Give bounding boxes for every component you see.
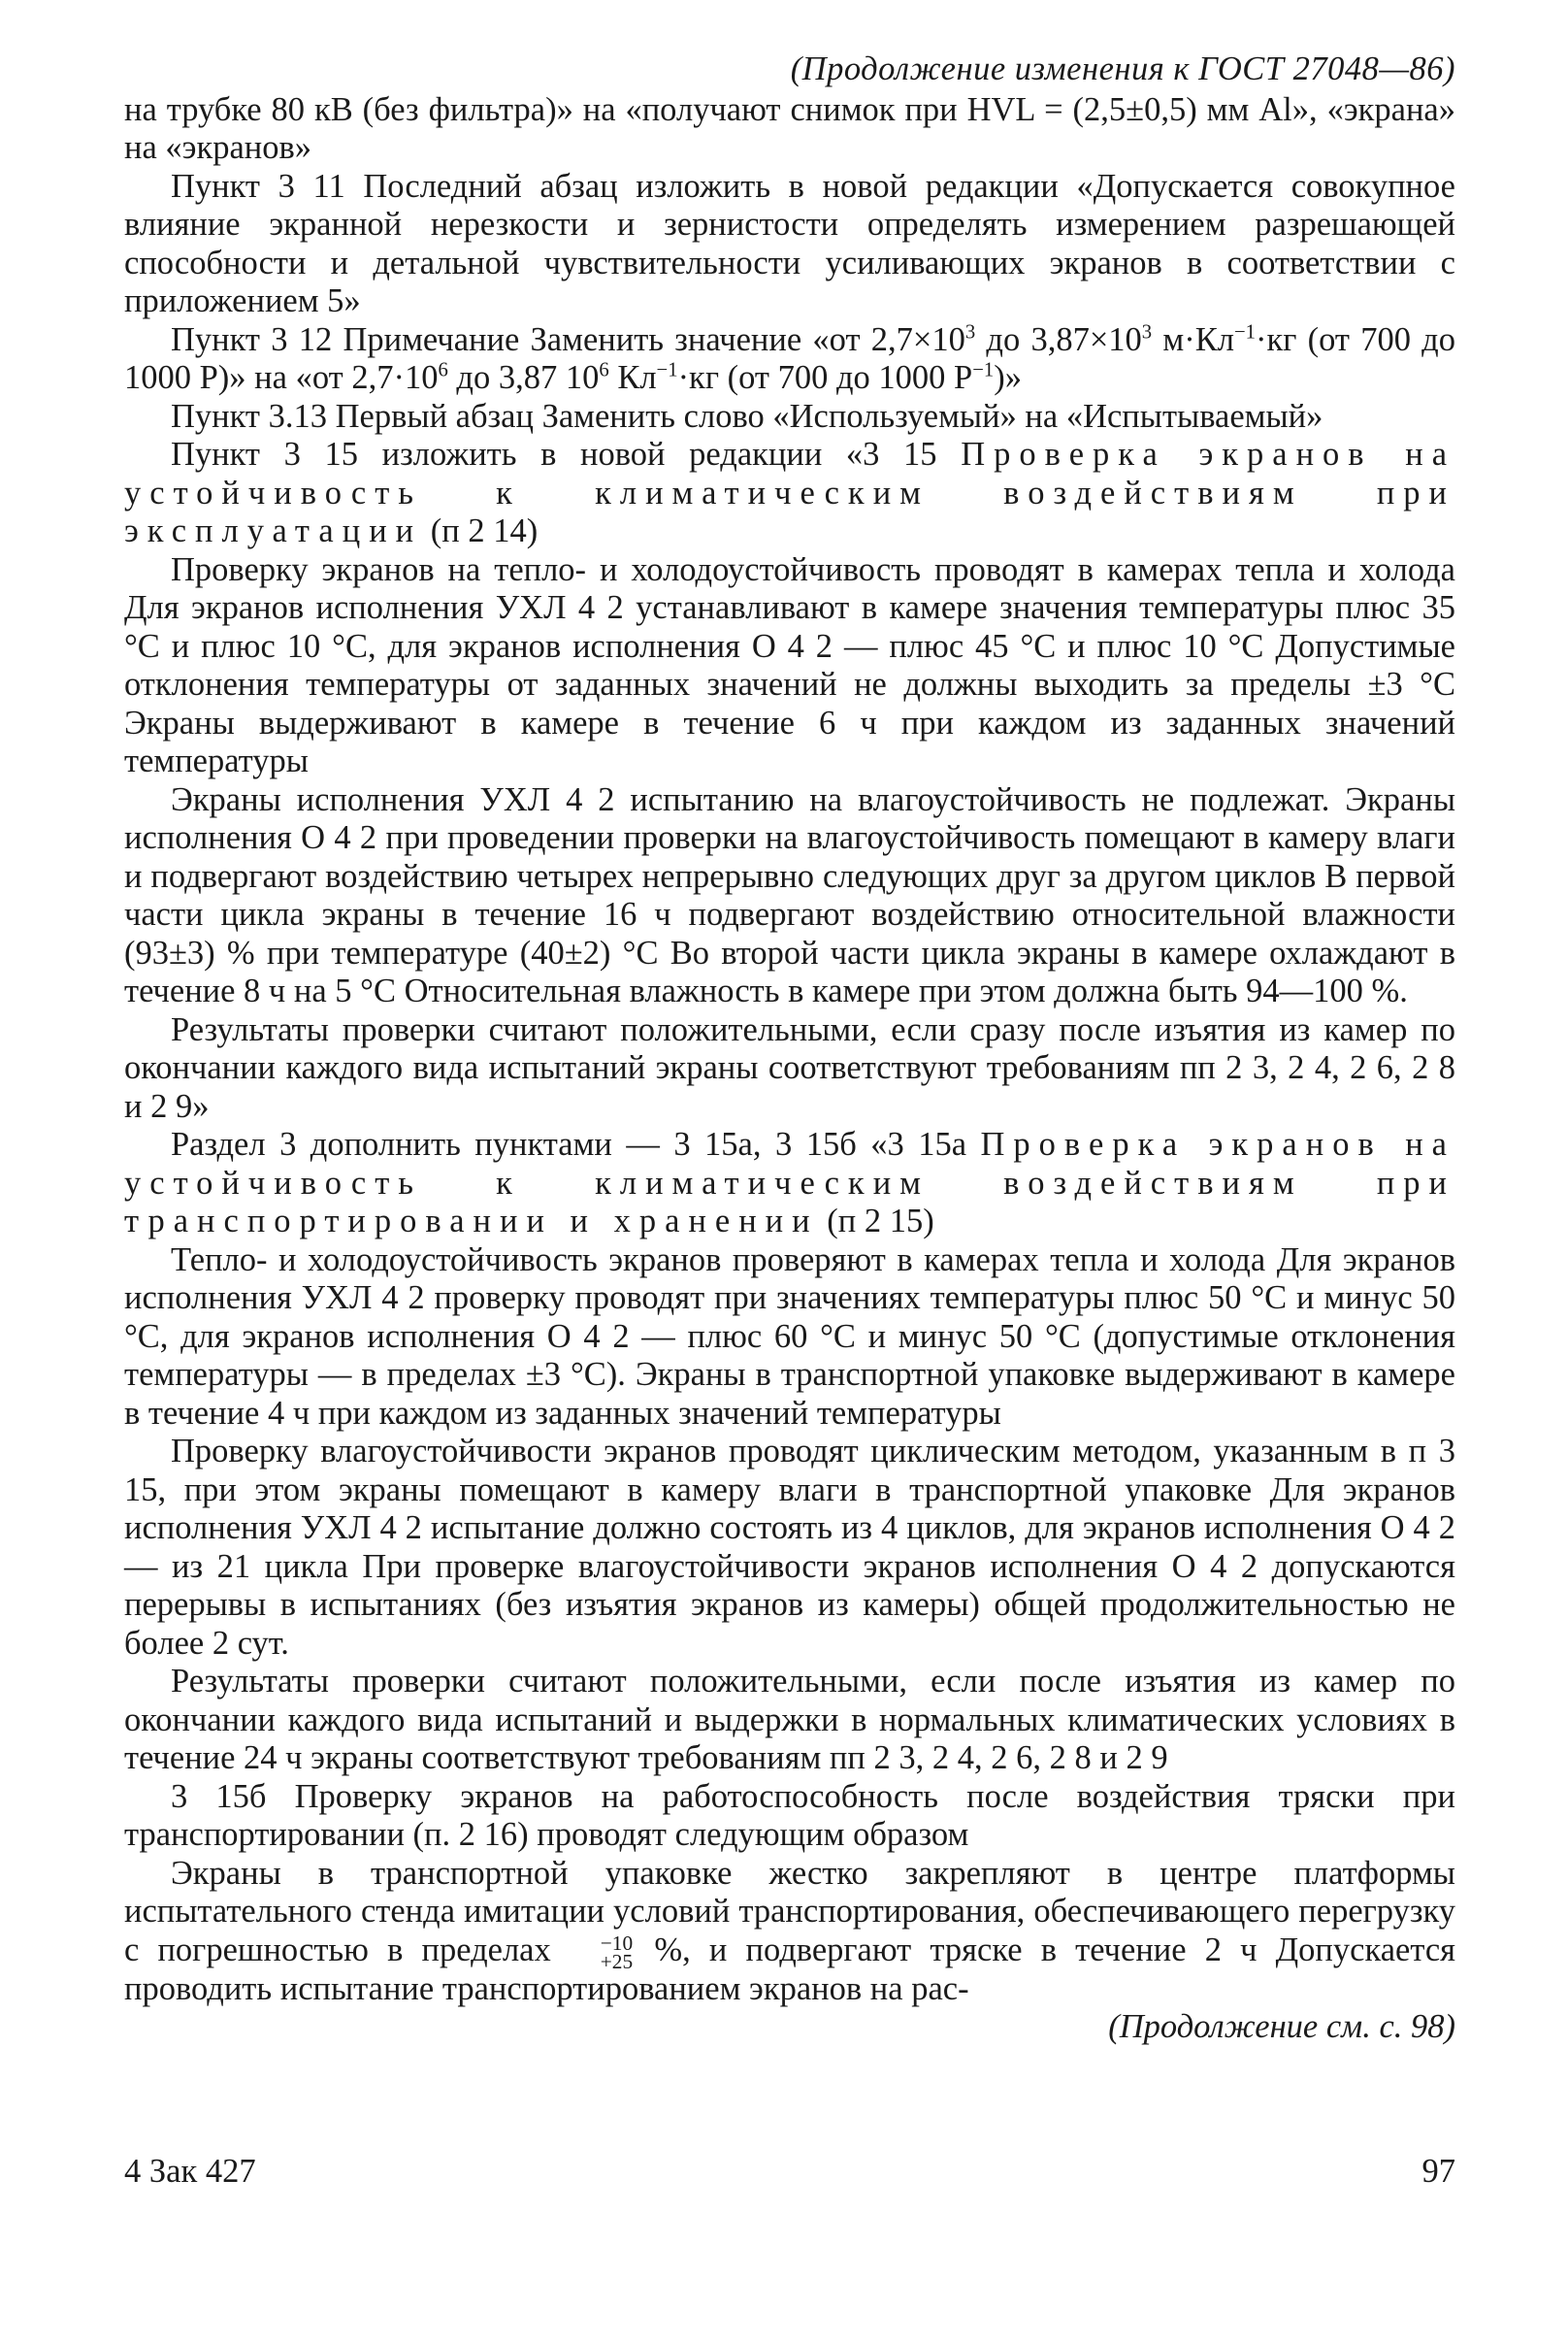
spaced-heading: Проверка экранов на устойчивость к климатическим воздействиям при эксплуатации bbox=[124, 436, 1456, 549]
continuation-note: (Продолжение см. с. 98) bbox=[1108, 2008, 1455, 2046]
paragraph-shake-test: Экраны в транспортной упаковке жестко закрепляют в центре платформы испытательного стенда имитации условий транспортирования, обеспечивающего перегрузку с погрешностью в пределах −10 +25 %, и подвергают тряске в течение 2 ч Допускается проводить испытание транспортированием экранов на рас- bbox=[124, 1854, 1456, 2007]
paragraph-item-3-12: Пункт 3 12 Примечание Заменить значение «от $2,7\times 10^3$ до $3,87\times 10^3$ $м\cdot Кл^{-1}\cdot кг$ (от 700 до 1000 Р)» на «от $2,7\cdot 10^6$ до 3,87 $10^6$ $Кл^{-1}\cdot кг$ (от 700 до 1000 $Р^{-1}$)» bbox=[124, 320, 1455, 396]
spaced-heading: Проверка экранов на устойчивость к климатическим воздействиям при транспортировании и хранении bbox=[124, 1126, 1455, 1239]
paragraph-humidity-test: Экраны исполнения УХЛ 4 2 испытанию на влагоустойчивость не подлежат. Экраны исполнения О 4 2 при проведении проверки на влагоустойчивость помещают в камеру влаги и подвергают воздействию четырех непрерывно следующих друг за другом циклов В первой части цикла экраны в течение 16 ч подвергают воздействию относительной влажности (93±3) % при температуре (40±2) °С Во второй части цикла экраны в камере охлаждают в течение 8 ч на 5 °С Относительная влажность в камере при этом должна быть 94—100 %. bbox=[124, 780, 1455, 1009]
paragraph-item-3-11: Пункт 3 11 Последний абзац изложить в новой редакции «Допускается совокупное влияние экранной нерезкости и зернистости определять измерением разрешающей способности и детальной чувствительности усиливающих экранов в соответствии с приложением 5» bbox=[124, 167, 1455, 319]
page-header: (Продолжение изменения к ГОСТ 27048—86) bbox=[790, 50, 1455, 87]
paragraph-item-3-15b: 3 15б Проверку экранов на работоспособность после воздействия тряски при транспортировании (п. 2 16) проводят следующим образом bbox=[124, 1777, 1455, 1853]
paragraph-transport-heat-cold: Тепло- и холодоустойчивость экранов проверяют в камерах тепла и холода Для экранов исполнения УХЛ 4 2 проверку проводят при значениях температуры плюс 50 °С и минус 50 °С, для экранов исполнения О 4 2 — плюс 60 °С и минус 50 °С (допустимые отклонения температуры — в пределах ±3 °С). Экраны в транспортной упаковке выдерживают в камере в течение 4 ч при каждом из заданных значений температуры bbox=[124, 1240, 1455, 1432]
paragraph-item-3-13: Пункт 3.13 Первый абзац Заменить слово «Используемый» на «Испытываемый» bbox=[171, 397, 1323, 435]
paragraph-transport-humidity: Проверку влагоустойчивости экранов проводят циклическим методом, указанным в п 3 15, при этом экраны помещают в камеру влаги в транспортной упаковке Для экранов исполнения УХЛ 4 2 испытание должно состоять из 4 циклов, для экранов исполнения О 4 2 — из 21 цикла При проверке влагоустойчивости экранов исполнения О 4 2 допускаются перерывы в испытаниях (без изъятия экранов из камеры) общей продолжительностью не более 2 сут. bbox=[124, 1433, 1455, 1662]
page-footer bbox=[124, 2153, 1455, 2191]
paragraph-heat-cold-test: Проверку экранов на тепло- и холодоустойчивость проводят в камерах тепла и холода Для экранов исполнения УХЛ 4 2 устанавливают в камере значения температуры плюс 35 °С и плюс 10 °С, для экранов исполнения О 4 2 — плюс 45 °С и плюс 10 °С Допустимые отклонения температуры от заданных значений не должны выходить за пределы ±3 °С Экраны выдерживают в камере в течение 6 ч при каждом из заданных значений температуры bbox=[124, 550, 1455, 779]
page-number: 97 bbox=[1421, 2153, 1455, 2190]
print-order-number: 4 Зак 427 bbox=[124, 2153, 256, 2190]
paragraph-1: на трубке 80 кВ (без фильтра)» на «получают снимок при HVL = (2,5±0,5) мм Al», «экрана» на «экранов» bbox=[124, 90, 1455, 166]
page-body bbox=[124, 50, 1455, 2047]
paragraph-results-1: Результаты проверки считают положительными, если сразу после изъятия из камер по окончании каждого вида испытаний экраны соответствуют требованиям пп 2 3, 2 4, 2 6, 2 8 и 2 9» bbox=[124, 1010, 1455, 1125]
paragraph-section-3-additions: Раздел 3 дополнить пунктами — 3 15а, 3 15б «3 15а Проверка экранов на устойчивость к климатическим воздействиям при транспортировании и хранении (п 2 15) bbox=[124, 1126, 1455, 1239]
tolerance-fraction: −10 +25 bbox=[600, 1931, 634, 1973]
paragraph-item-3-15: Пункт 3 15 изложить в новой редакции «3 15 Проверка экранов на устойчивость к климатическим воздействиям при эксплуатации (п 2 14) bbox=[124, 436, 1456, 549]
paragraph-results-2: Результаты проверки считают положительными, если после изъятия из камер по окончании каждого вида испытаний и выдержки в нормальных климатических условиях в течение 24 ч экраны соответствуют требованиям пп 2 3, 2 4, 2 6, 2 8 и 2 9 bbox=[124, 1663, 1455, 1776]
